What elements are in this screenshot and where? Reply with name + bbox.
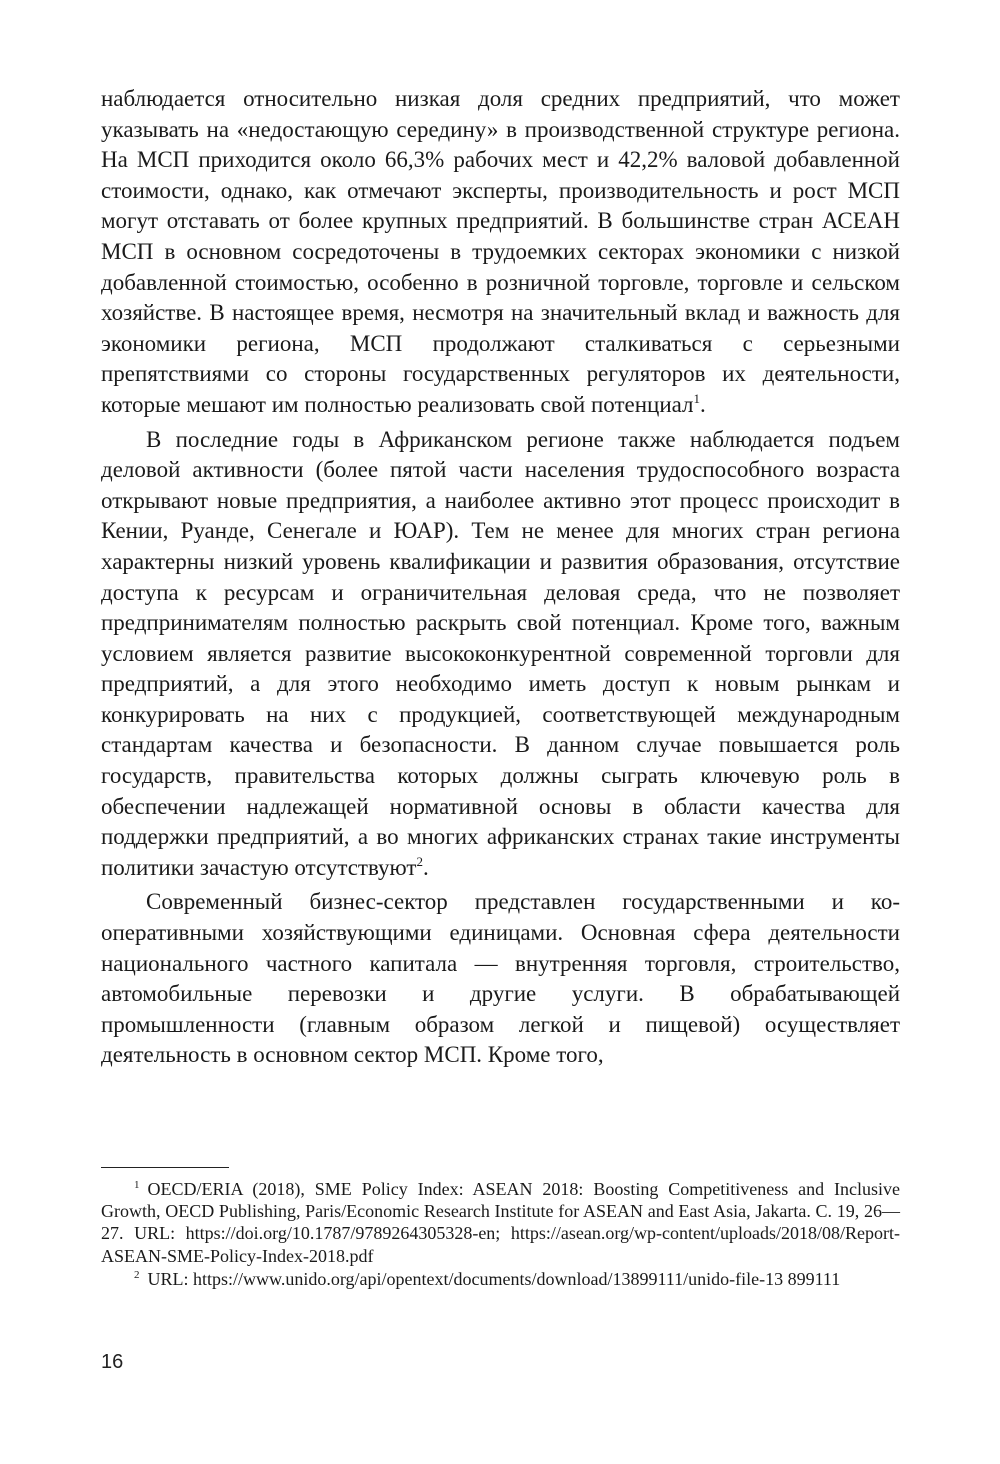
footnote-2 — [101, 1268, 900, 1290]
paragraph-3-text: Современный бизнес-сектор представлен государственными и кооперативными хозяйствующими единицами. Основная сфера деятельности национального частного капитала — внутренняя торговля, строительство, автомобильные перевозки и другие услуги. В обрабатывающей промышленности (главным образом легкой и пищевой) осуществляет деятельность в основном сектор МСП. Кроме того, — [101, 889, 900, 1068]
footnote-ref-2[interactable]: 2 — [416, 853, 423, 869]
paragraph-2-text: В последние годы в Африканском регионе также наблюдается подъем деловой активности (более пятой части населения трудоспособного возраста открывают новые предприятия, а наиболее активно этот процесс происходит в Кении, Руанде, Сенегале и ЮАР). Тем не менее для многих стран региона характерны низкий уровень квалификации и развития образования, отсутствие доступа к ресурсам и ограничительная деловая среда, что не позволяет предпринимателям полностью раскрыть свой потенциал. Кроме того, важным условием является развитие высококонкурентной современной торговли для предприятий, а для этого необходимо иметь доступ к новым рынкам и конкурировать на них с продукцией, соответствующей международным стандартам качества и безопасности. В данном случае повышается роль государств, правительства которых должны сыграть ключевую роль в обеспечении надлежащей нормативной основы в области качества для поддержки предприятий, а во многих африканских странах такие инструменты политики зачастую отсутствуют — [101, 426, 900, 880]
paragraph-1-tail: . — [700, 391, 706, 417]
footnote-1-text: OECD/ERIA (2018), SME Policy Index: ASEAN 2018: Boosting Competitiveness and Inclusive Growth, OECD Publishing, Paris/Economic Research Institute for ASEAN and East Asia, Jakarta. С. 19, 26—27. URL: https://doi.org/10.1787/9789264305328-en; https://asean.​org/wp-content/uploads/2018/08/Report-ASEAN-SME-Policy-Index-2018.pdf — [101, 1179, 900, 1266]
main-text — [101, 84, 900, 1071]
paragraph-1-text: наблюдается относительно низкая доля средних предприятий, что может указывать на «недостающую середину» в производственной структуре региона. На МСП приходится около 66,3% рабочих мест и 42,2% валовой добавленной стоимости, однако, как отмечают эксперты, производительность и рост МСП могут отставать от более крупных предприятий. В большинстве стран АСЕАН МСП в основном сосредоточены в трудоемких секторах экономики с низкой добавленной стоимостью, особенно в розничной торговле, торговле и сельском хозяйстве. В настоящее время, несмотря на значительный вклад и важность для экономики региона, МСП продолжают сталкиваться с серьезными препятствиями со стороны государственных регуляторов их деятельности, которые мешают им полностью реализовать свой потенциал — [101, 86, 900, 417]
footnotes — [101, 1178, 900, 1291]
footnote-ref-1[interactable]: 1 — [693, 390, 701, 406]
paragraph-3 — [101, 887, 900, 1071]
footnote-2-text: URL: https://www.unido.org/api/opentext/documents/download/13899111/unido-file-​13 899111 — [147, 1268, 841, 1289]
paragraph-2 — [101, 425, 900, 884]
page-number: 16 — [101, 1351, 124, 1373]
paragraph-2-tail: . — [422, 854, 429, 880]
paragraph-1 — [101, 84, 900, 421]
footnote-1 — [101, 1178, 900, 1267]
footnote-separator — [101, 1167, 229, 1168]
footnote-marker-1: 1 — [134, 1179, 140, 1191]
footnote-marker-2: 2 — [134, 1268, 140, 1281]
